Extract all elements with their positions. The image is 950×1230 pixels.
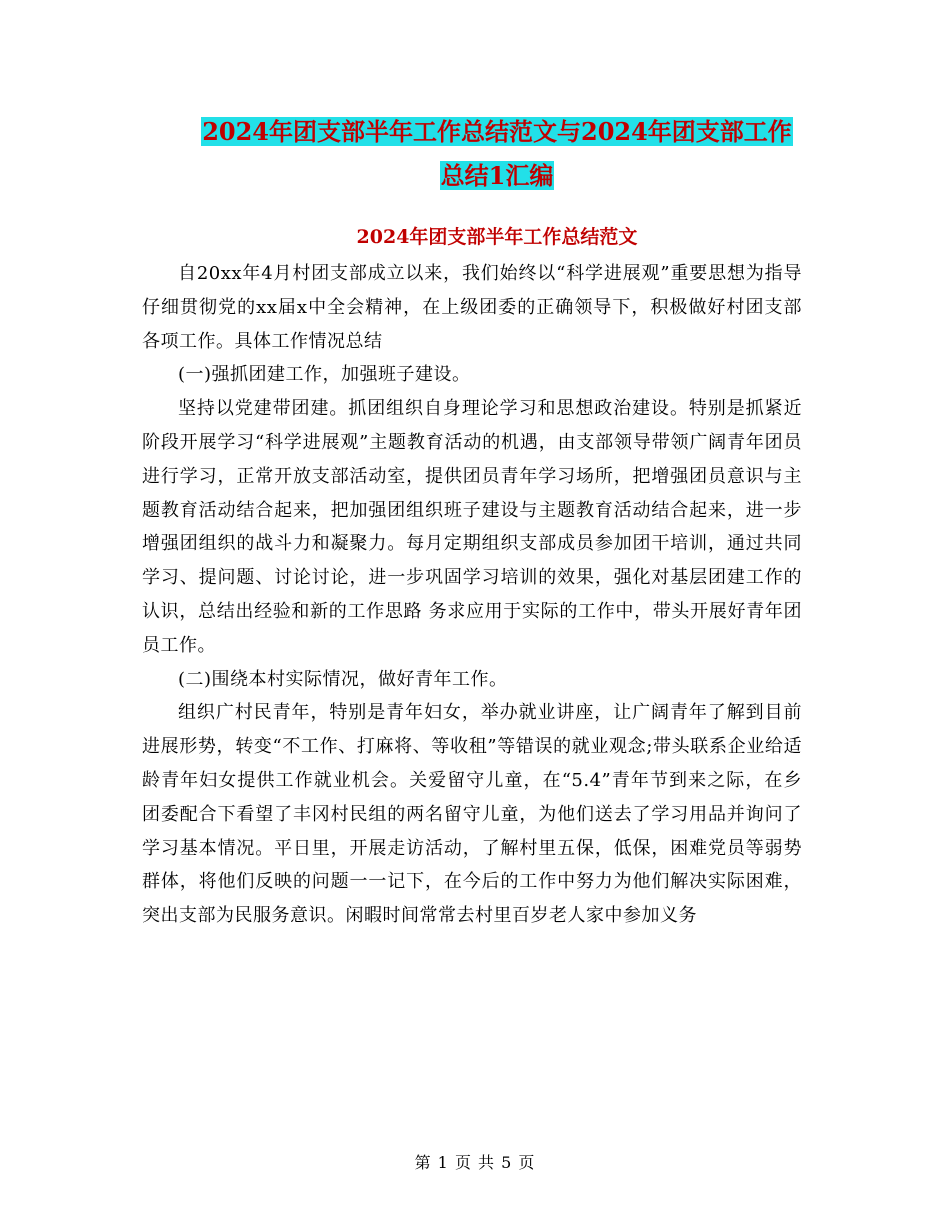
title-line-2: 总结1汇编 xyxy=(440,161,554,190)
document-body xyxy=(142,257,802,933)
paragraph: 自20xx年4月村团支部成立以来，我们始终以“科学进展观”重要思想为指导 仔细贯彻党的xx届x中全会精神，在上级团委的正确领导下，积极做好村团支部各项工作。具体工作情况总结 xyxy=(142,263,802,352)
document-title xyxy=(142,110,852,198)
section-title: 2024年团支部半年工作总结范文 xyxy=(356,226,638,248)
paragraph: (一)强抓团建工作，加强班子建设。 xyxy=(178,364,471,386)
title-line-1: 2024年团支部半年工作总结范文与2024年团支部工作 xyxy=(202,117,792,146)
page-footer: 第 1 页 共 5 页 xyxy=(414,1153,536,1172)
paragraph: 坚持以党建带团建。抓团组织自身理论学习和思想政治建设。特别是抓紧近阶段开展学习“科学进展观”主题教育活动的机遇，由支部领导带领广阔青年团员进行学习，正常开放支部活动室，提供团员青年学习场所，把增强团员意识与主题教育活动结合起来，把加强团组织班子建设与主题教育活动结合起来，进一步增强团组织的战斗力和凝聚力。每月定期组织支部成员参加团干培训，通过共同学习、提问题、讨论讨论，进一步巩固学习培训的效果，强化对基层团建工作的认识，总结出经验和新的工作思路 务求应用于实际的工作中，带头开展好青年团员工作。 xyxy=(142,398,802,656)
paragraph: 组织广村民青年，特别是青年妇女，举办就业讲座，让广阔青年了解到目前进展形势，转变“不工作、打麻将、等收租”等错误的就业观念;带头联系企业给适龄青年妇女提供工作就业机会。关爱留守儿童，在“5.4”青年节到来之际，在乡团委配合下看望了丰冈村民组的两名留守儿童，为他们送去了学习用品并询问了学习基本情况。平日里，开展走访活动，了解村里五保，低保，困难党员等弱势群体，将他们反映的问题一一记下，在今后的工作中努力为他们解决实际困难，突出支部为民服务意识。闲暇时间常常去村里百岁老人家中参加义务 xyxy=(142,702,802,927)
paragraph: (二)围绕本村实际情况，做好青年工作。 xyxy=(178,668,508,690)
